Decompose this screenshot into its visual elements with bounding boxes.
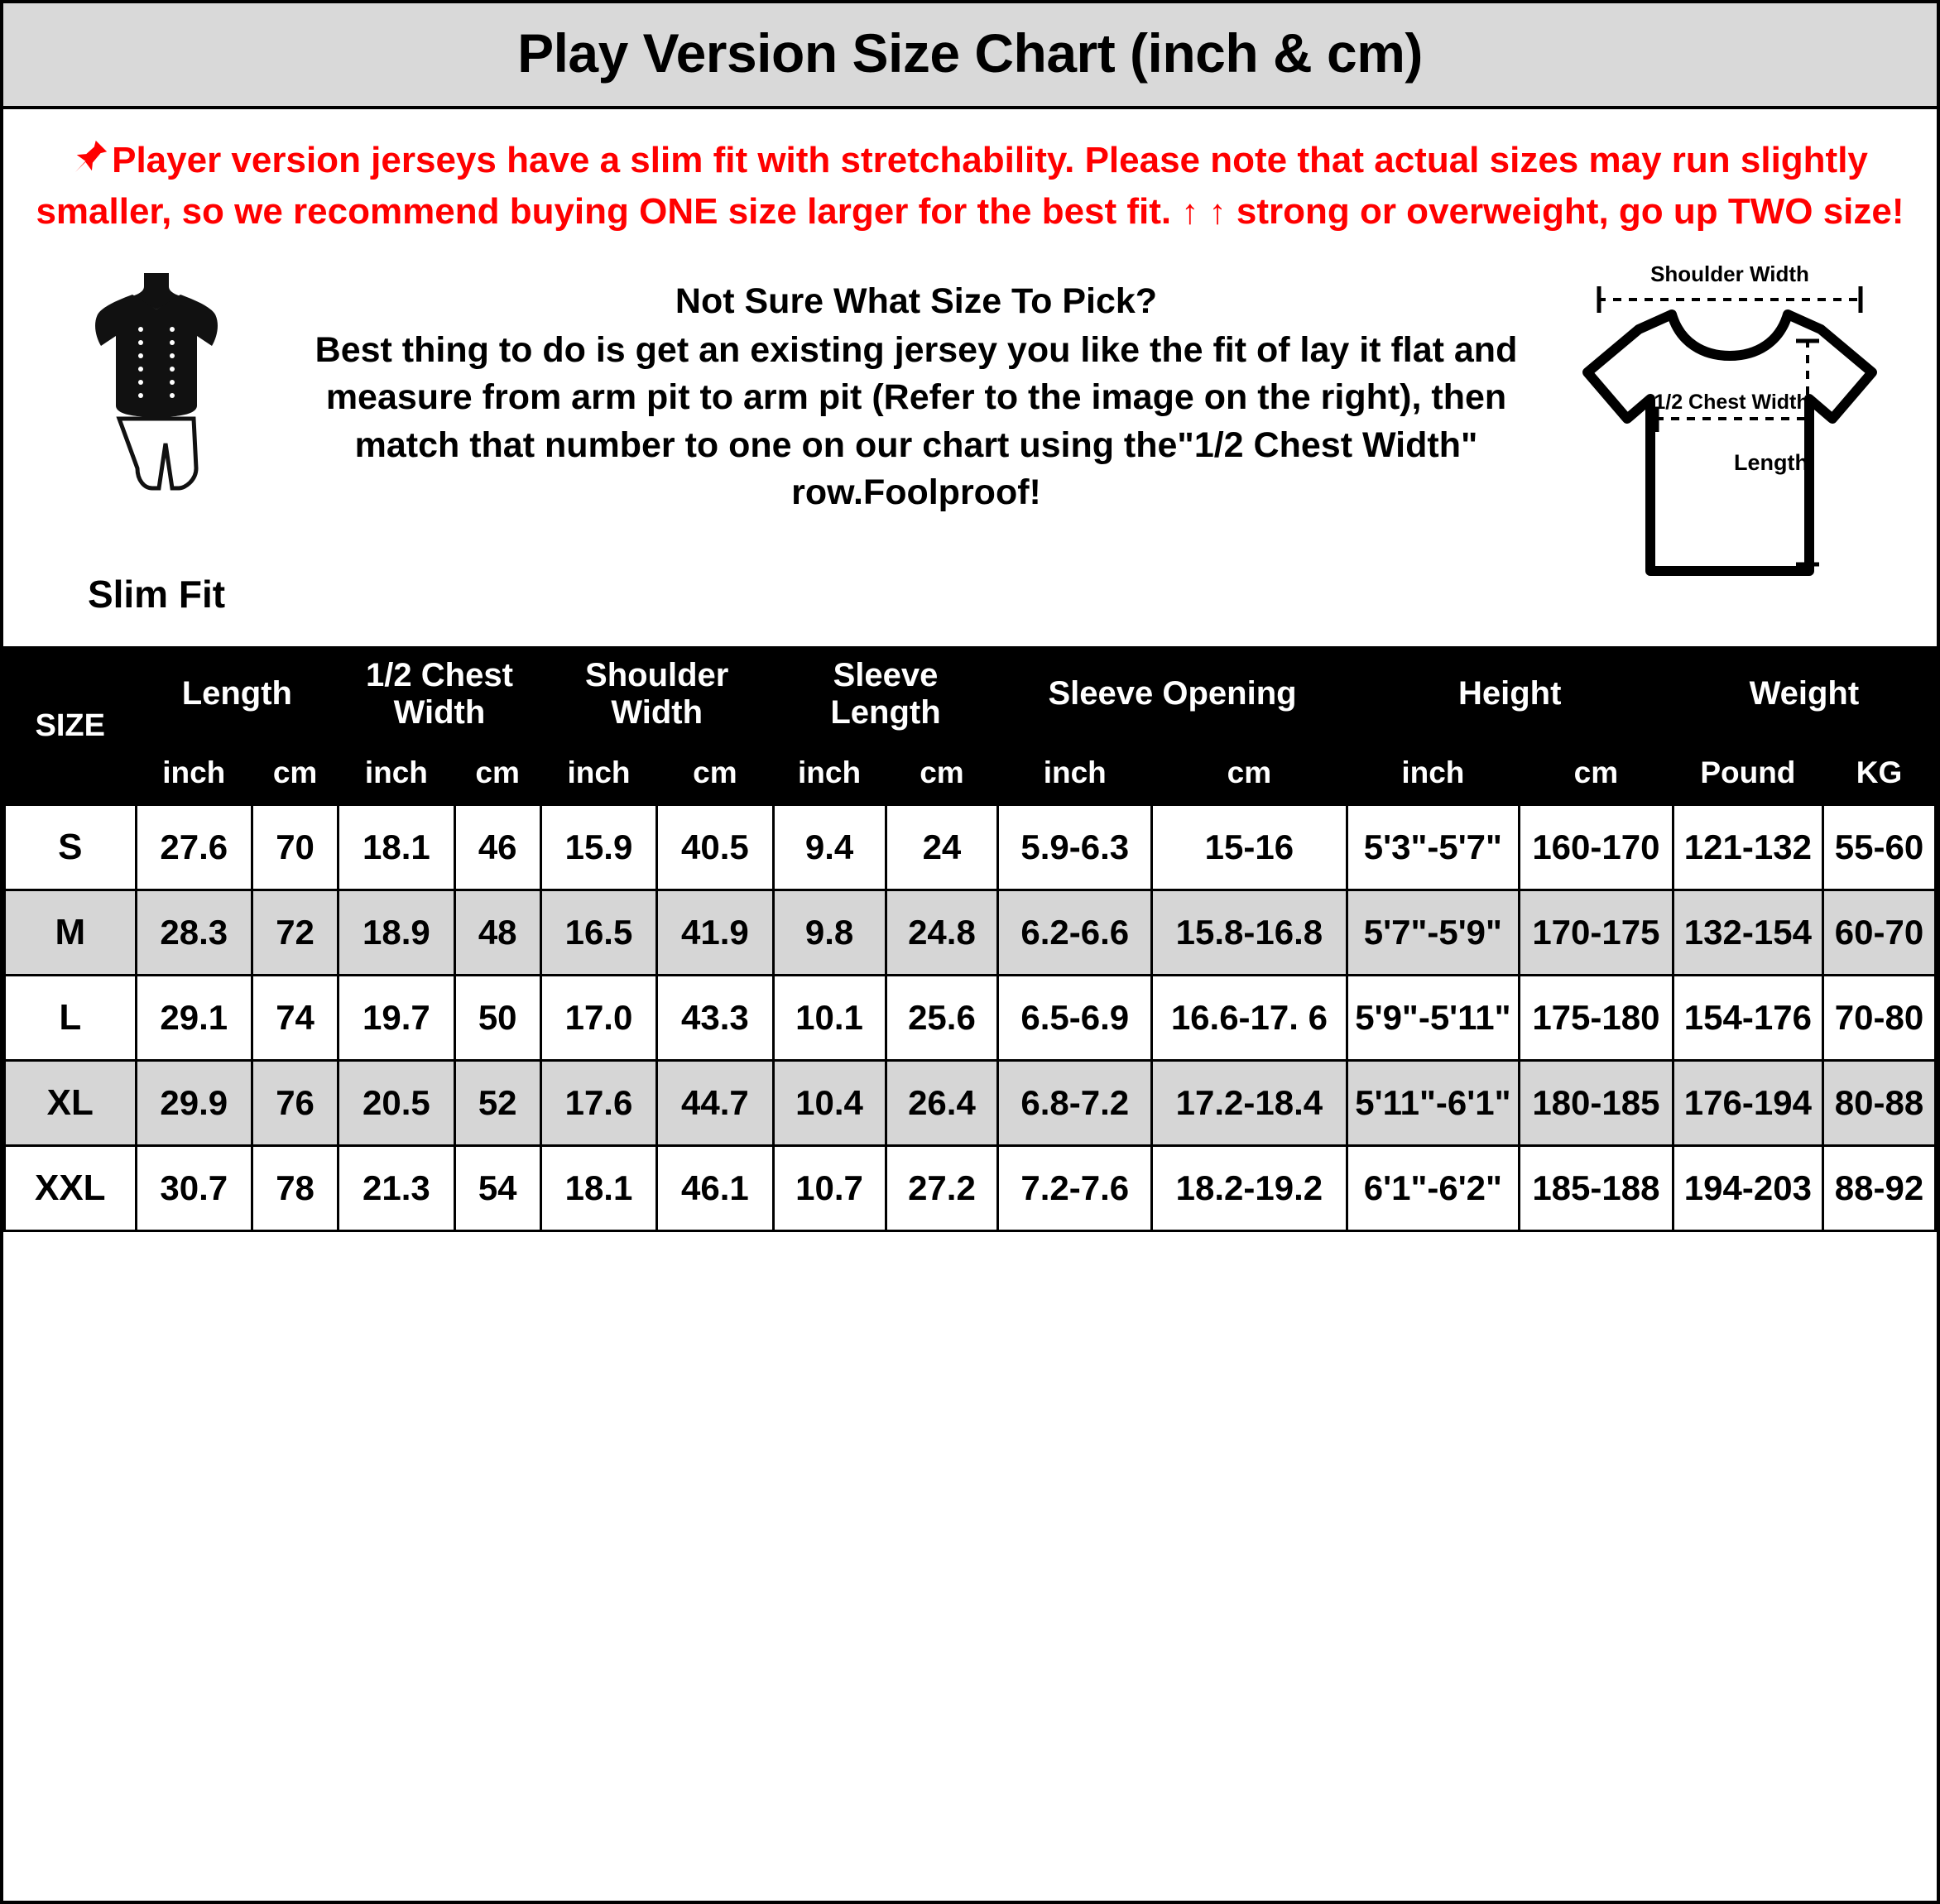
cell: 9.8	[773, 890, 886, 975]
cell: 15-16	[1152, 804, 1347, 890]
cell: 17.6	[540, 1060, 656, 1145]
sizing-advice	[293, 248, 1539, 516]
table-row	[5, 804, 1936, 890]
row-size: M	[5, 890, 137, 975]
cell: 6.8-7.2	[998, 1060, 1152, 1145]
cell: 121-132	[1673, 804, 1822, 890]
cell: 55-60	[1822, 804, 1935, 890]
table-header-groups	[5, 647, 1936, 741]
cell: 15.8-16.8	[1152, 890, 1347, 975]
cell: 7.2-7.6	[998, 1145, 1152, 1230]
fit-label: Slim Fit	[87, 572, 226, 616]
cell: 176-194	[1673, 1060, 1822, 1145]
advice-headline: Not Sure What Size To Pick?	[675, 281, 1158, 321]
middle-section	[3, 243, 1937, 625]
cell: 185-188	[1520, 1145, 1673, 1230]
header-group-sleeve-length: Sleeve Length	[773, 647, 998, 741]
header-group-height: Height	[1347, 647, 1673, 741]
header-group-half-chest-width: 1/2 Chest Width	[339, 647, 541, 741]
cell: 21.3	[339, 1145, 454, 1230]
cell: 80-88	[1822, 1060, 1935, 1145]
cell: 10.4	[773, 1060, 886, 1145]
cell: 160-170	[1520, 804, 1673, 890]
fit-illustration-column	[20, 248, 293, 616]
table-header-units	[5, 741, 1936, 804]
slim-fit-body-icon	[20, 266, 293, 568]
header-group-shoulder-width: Shoulder Width	[540, 647, 773, 741]
cell: 9.4	[773, 804, 886, 890]
cell: 43.3	[657, 975, 773, 1060]
cell: 180-185	[1520, 1060, 1673, 1145]
notice-text	[3, 109, 1937, 243]
cell: 46.1	[657, 1145, 773, 1230]
header-group-weight: Weight	[1673, 647, 1935, 741]
row-size: XXL	[5, 1145, 137, 1230]
cell: 18.2-19.2	[1152, 1145, 1347, 1230]
cell: 26.4	[886, 1060, 998, 1145]
header-unit-shoulder-inch: inch	[540, 741, 656, 804]
cell: 24.8	[886, 890, 998, 975]
header-group-length: Length	[136, 647, 339, 741]
cell: 5'11"-6'1"	[1347, 1060, 1519, 1145]
cell: 6'1"-6'2"	[1347, 1145, 1519, 1230]
pushpin-icon	[72, 137, 110, 189]
cell: 70-80	[1822, 975, 1935, 1060]
cell: 17.2-18.4	[1152, 1060, 1347, 1145]
page-title: Play Version Size Chart (inch & cm)	[517, 22, 1423, 84]
cell: 132-154	[1673, 890, 1822, 975]
advice-body: Best thing to do is get an existing jersey you like the fit of lay it flat and measure from arm pit to arm pit (Refer to the image on the right), then match that number to one on our chart using the"1/2 Chest Width" row.Foolproof!	[315, 330, 1518, 512]
cell: 5'3"-5'7"	[1347, 804, 1519, 890]
header-unit-sleeve-length-inch: inch	[773, 741, 886, 804]
cell: 50	[454, 975, 540, 1060]
cell: 27.6	[136, 804, 252, 890]
header-unit-height-cm: cm	[1520, 741, 1673, 804]
title-bar	[3, 3, 1937, 109]
cell: 194-203	[1673, 1145, 1822, 1230]
table-row	[5, 1060, 1936, 1145]
cell: 28.3	[136, 890, 252, 975]
cell: 18.9	[339, 890, 454, 975]
cell: 40.5	[657, 804, 773, 890]
cell: 170-175	[1520, 890, 1673, 975]
header-unit-chest-cm: cm	[454, 741, 540, 804]
cell: 52	[454, 1060, 540, 1145]
measurement-diagram-column	[1539, 248, 1920, 625]
cell: 76	[252, 1060, 338, 1145]
header-unit-length-cm: cm	[252, 741, 338, 804]
cell: 60-70	[1822, 890, 1935, 975]
cell: 16.5	[540, 890, 656, 975]
cell: 10.1	[773, 975, 886, 1060]
cell: 72	[252, 890, 338, 975]
cell: 70	[252, 804, 338, 890]
header-size: SIZE	[5, 647, 137, 804]
cell: 54	[454, 1145, 540, 1230]
cell: 29.1	[136, 975, 252, 1060]
cell: 15.9	[540, 804, 656, 890]
header-unit-height-inch: inch	[1347, 741, 1519, 804]
cell: 6.5-6.9	[998, 975, 1152, 1060]
row-size: XL	[5, 1060, 137, 1145]
cell: 29.9	[136, 1060, 252, 1145]
header-unit-sleeve-opening-inch: inch	[998, 741, 1152, 804]
row-size: S	[5, 804, 137, 890]
header-unit-sleeve-length-cm: cm	[886, 741, 998, 804]
cell: 78	[252, 1145, 338, 1230]
cell: 74	[252, 975, 338, 1060]
header-unit-sleeve-opening-cm: cm	[1152, 741, 1347, 804]
svg-text:Length: Length	[1734, 449, 1808, 475]
row-size: L	[5, 975, 137, 1060]
cell: 154-176	[1673, 975, 1822, 1060]
cell: 5.9-6.3	[998, 804, 1152, 890]
svg-text:1/2 Chest Width: 1/2 Chest Width	[1654, 390, 1809, 414]
cell: 16.6-17. 6	[1152, 975, 1347, 1060]
header-unit-chest-inch: inch	[339, 741, 454, 804]
cell: 17.0	[540, 975, 656, 1060]
header-unit-weight-pound: Pound	[1673, 741, 1822, 804]
cell: 175-180	[1520, 975, 1673, 1060]
cell: 44.7	[657, 1060, 773, 1145]
arrow-up-icon-1: ↑	[1181, 192, 1199, 232]
notice-part-2: strong or overweight, go up TWO size!	[1236, 191, 1904, 233]
cell: 20.5	[339, 1060, 454, 1145]
table-row	[5, 890, 1936, 975]
cell: 18.1	[339, 804, 454, 890]
cell: 5'9"-5'11"	[1347, 975, 1519, 1060]
cell: 18.1	[540, 1145, 656, 1230]
cell: 6.2-6.6	[998, 890, 1152, 975]
table-row	[5, 975, 1936, 1060]
notice-part-1: Player version jerseys have a slim fit with stretchability. Please note that actual sizes may run slightly smaller, so we recommend buying ONE size larger for the best fit.	[36, 140, 1868, 233]
header-unit-weight-kg: KG	[1822, 741, 1935, 804]
cell: 5'7"-5'9"	[1347, 890, 1519, 975]
tshirt-measurement-diagram-icon	[1548, 257, 1912, 625]
svg-text:Shoulder Width: Shoulder Width	[1650, 261, 1809, 286]
cell: 88-92	[1822, 1145, 1935, 1230]
cell: 46	[454, 804, 540, 890]
size-table	[3, 646, 1937, 1232]
header-unit-length-inch: inch	[136, 741, 252, 804]
table-row	[5, 1145, 1936, 1230]
header-group-sleeve-opening: Sleeve Opening	[998, 647, 1347, 741]
cell: 48	[454, 890, 540, 975]
arrow-up-icon-2: ↑	[1208, 192, 1227, 232]
cell: 41.9	[657, 890, 773, 975]
cell: 24	[886, 804, 998, 890]
cell: 30.7	[136, 1145, 252, 1230]
cell: 10.7	[773, 1145, 886, 1230]
header-unit-shoulder-cm: cm	[657, 741, 773, 804]
cell: 25.6	[886, 975, 998, 1060]
cell: 19.7	[339, 975, 454, 1060]
cell: 27.2	[886, 1145, 998, 1230]
